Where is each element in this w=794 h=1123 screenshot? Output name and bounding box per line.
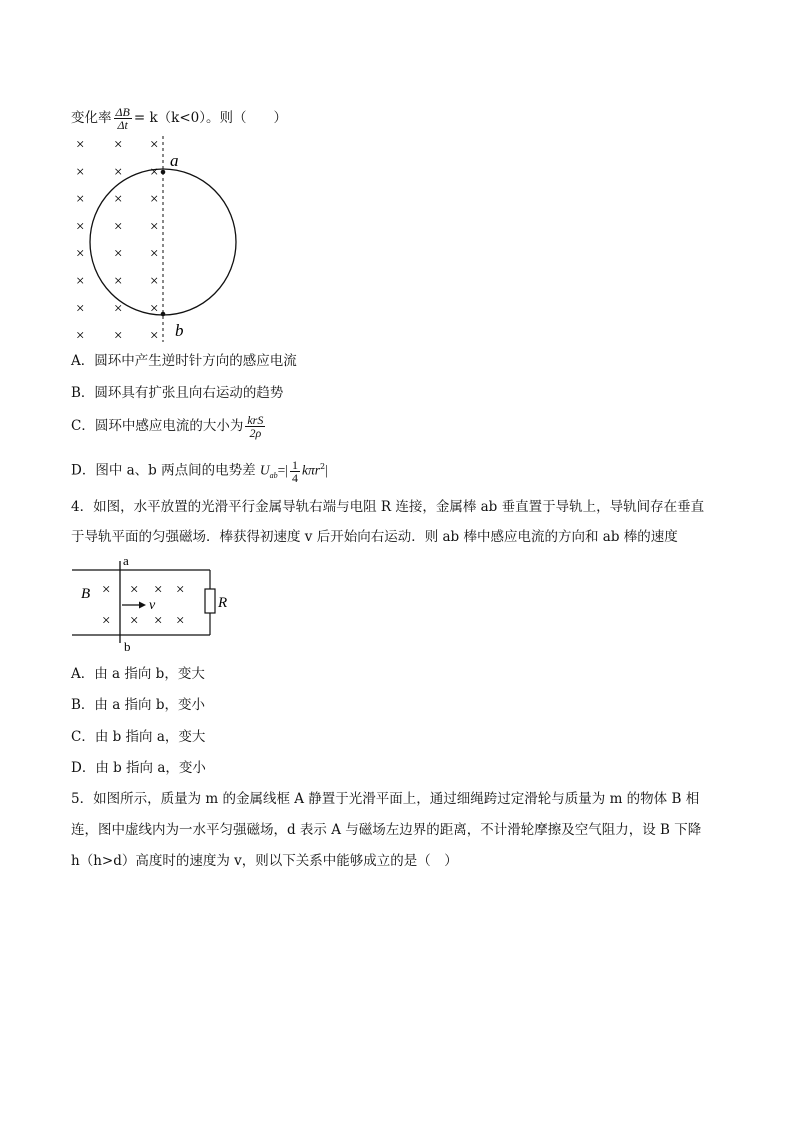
q3-cross-mark: × <box>114 164 123 181</box>
q3-cross-mark: × <box>76 273 85 290</box>
q3-option-d-fraction <box>290 459 300 484</box>
q3-option-d-sym: U <box>259 462 270 478</box>
q4-cross-mark: × <box>102 613 111 629</box>
q4-label-v: v <box>149 598 156 613</box>
q4-figure <box>70 555 230 655</box>
q5-stem-line1: 5．如图所示，质量为 m 的金属线框 A 静置于光滑平面上，通过细绳跨过定滑轮与质量为 m 的物体 B 相 <box>71 791 700 807</box>
q5-stem-line2: 连，图中虚线内为一水平匀强磁场，d 表示 A 与磁场左边界的距离，不计滑轮摩擦及空气阻力，设 B 下降 <box>71 822 702 838</box>
q3-frac-num: ΔB <box>115 105 130 119</box>
q4-stem-line1: 4．如图，水平放置的光滑平行金属导轨右端与电阻 R 连接，金属棒 ab 垂直置于导轨上，导轨间存在垂直 <box>71 499 705 515</box>
q3-cross-mark: × <box>76 191 85 208</box>
q3-cross-mark: × <box>76 164 85 181</box>
q3-option-c-fraction <box>245 414 265 439</box>
q4-cross-mark: × <box>176 613 185 629</box>
q4-cross-mark: × <box>102 582 111 598</box>
q4-option-d[interactable]: D．由 b 指向 a，变小 <box>71 760 206 776</box>
q3-stem <box>71 106 287 131</box>
q3-cross-mark: × <box>150 191 159 208</box>
q4-label-B: B <box>81 586 91 602</box>
q4-option-b[interactable]: B．由 a 指向 b，变小 <box>71 697 205 713</box>
q3-point-a <box>161 170 166 175</box>
q3-cross-mark: × <box>150 137 159 153</box>
q3-option-d-end: | <box>325 462 328 478</box>
q3-cross-mark: × <box>150 246 159 263</box>
q4-cross-mark: × <box>154 582 163 598</box>
q3-option-d-tail: kπr <box>301 462 320 478</box>
q3-option-c-num: krS <box>247 413 264 427</box>
q3-frac-den: Δt <box>117 118 128 132</box>
q4-cross-mark: × <box>130 582 139 598</box>
q3-cross-mark: × <box>114 328 123 344</box>
q3-option-b[interactable]: B．圆环具有扩张且向右运动的趋势 <box>71 385 284 401</box>
q3-option-d-sup: 2 <box>320 462 326 471</box>
q3-option-c-den: 2ρ <box>249 426 262 440</box>
q3-cross-mark: × <box>114 273 123 290</box>
q3-cross-mark: × <box>150 300 159 317</box>
q3-option-d[interactable] <box>71 458 328 485</box>
q4-option-c[interactable]: C．由 b 指向 a，变大 <box>71 729 206 745</box>
q3-option-d-text: D．图中 a、b 两点间的电势差 <box>71 462 256 479</box>
q3-label-b: b <box>175 321 184 340</box>
q4-option-a[interactable]: A．由 a 指向 b，变大 <box>71 666 205 682</box>
q3-cross-mark: × <box>150 218 159 235</box>
q4-resistor <box>205 589 215 613</box>
q4-label-b: b <box>124 639 131 654</box>
q3-cross-mark: × <box>114 191 123 208</box>
q3-cross-mark: × <box>150 273 159 290</box>
q4-label-a: a <box>123 555 129 568</box>
q3-option-d-frac-den: 4 <box>291 470 298 485</box>
q3-cross-mark: × <box>150 328 159 344</box>
q3-stem-prefix: 变化率 <box>71 110 112 126</box>
q3-figure <box>66 134 246 344</box>
q3-cross-mark: × <box>150 164 159 181</box>
q3-cross-mark: × <box>76 300 85 317</box>
q4-label-R: R <box>218 595 228 611</box>
q3-cross-mark: × <box>76 246 85 263</box>
q3-cross-mark: × <box>76 328 85 344</box>
q3-option-d-eq: =| <box>277 462 288 478</box>
q3-cross-mark: × <box>114 300 123 317</box>
q3-cross-mark: × <box>114 246 123 263</box>
q3-label-a: a <box>170 151 179 170</box>
q3-cross-mark: × <box>114 218 123 235</box>
q3-option-c[interactable] <box>71 414 267 439</box>
q3-cross-mark: × <box>76 218 85 235</box>
q3-option-c-text: C．圆环中感应电流的大小为 <box>71 418 244 434</box>
q4-velocity-arrowhead <box>139 602 146 609</box>
q3-option-d-sub: ab <box>269 471 278 481</box>
q3-rate-fraction <box>114 106 132 131</box>
q4-cross-mark: × <box>176 582 185 598</box>
q3-point-b <box>161 312 166 317</box>
q4-stem-line2: 于导轨平面的匀强磁场．棒获得初速度 v 后开始向右运动．则 ab 棒中感应电流的方向和 ab 棒的速度 <box>71 529 678 545</box>
q4-cross-mark: × <box>130 613 139 629</box>
q3-cross-mark: × <box>76 137 85 153</box>
q3-option-d-frac-num: 1 <box>291 457 298 472</box>
q3-cross-mark: × <box>114 137 123 153</box>
q4-cross-mark: × <box>154 613 163 629</box>
q3-option-a[interactable]: A．圆环中产生逆时针方向的感应电流 <box>71 353 297 369</box>
q5-stem-line3: h（h>d）高度时的速度为 v，则以下关系中能够成立的是（ ） <box>71 853 458 869</box>
q3-stem-suffix: = k（k<0）。则（ ） <box>133 110 287 126</box>
